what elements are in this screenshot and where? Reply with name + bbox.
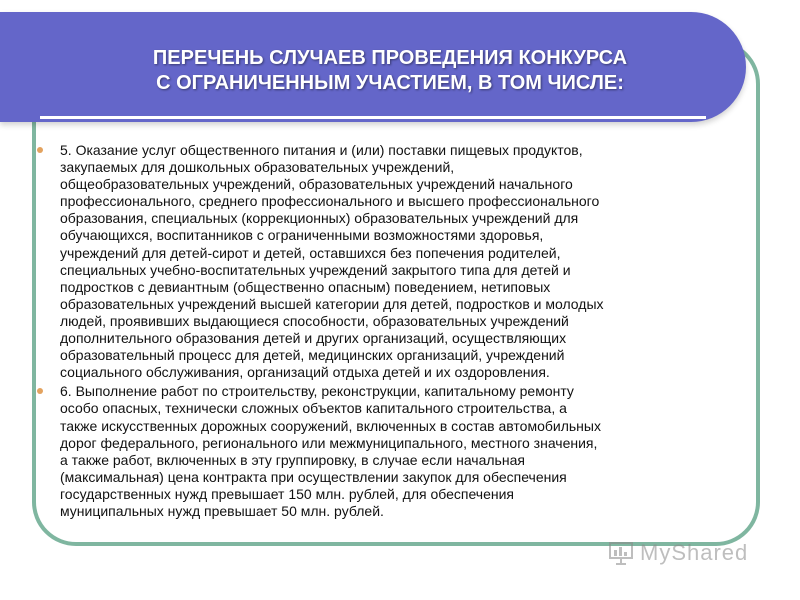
slide-title bbox=[60, 46, 720, 96]
bullet-icon bbox=[37, 147, 43, 153]
list-item bbox=[46, 142, 758, 381]
title-line-1: ПЕРЕЧЕНЬ СЛУЧАЕВ ПРОВЕДЕНИЯ КОНКУРСА bbox=[152, 47, 628, 69]
watermark bbox=[608, 536, 748, 570]
bullet-list bbox=[46, 142, 758, 522]
title-underline bbox=[40, 116, 706, 119]
title-line-2: С ОГРАНИЧЕННЫМ УЧАСТИЕМ, В ТОМ ЧИСЛЕ: bbox=[156, 72, 624, 94]
watermark-text: MyShared bbox=[640, 540, 749, 565]
list-item-text: 6. Выполнение работ по строительству, реконструкции, капитальному ремонту особо опасных, технически сложных объектов капитального строительства, а также искусственных дорожных сооружений, включенных в состав автомобильных дорог федерального, регионального или межмуниципального, местного значения, а также работ, включенных в эту группировку, в случае если начальная (максимальная) цена контракта при осуществлении закупок для обеспечения государственных нужд превышает 150 млн. рублей, для обеспечения муниципальных нужд превышает 50 млн. рублей. bbox=[60, 383, 601, 519]
list-item bbox=[46, 383, 758, 520]
list-item-text: 5. Оказание услуг общественного питания и (или) поставки пищевых продуктов, закупаемых для дошкольных образовательных учреждений, общеобразовательных учреждений, образовательных учреждений начального профессионального, среднего профессионального и высшего профессионального образования, специальных (коррекционных) образовательных учреждений для обучающихся, воспитанников с ограниченными возможностями здоровья, учреждений для детей-сирот и детей, оставшихся без попечения родителей, специальных учебно-воспитательных учреждений закрытого типа для детей и подростков с девиантным (общественно опасным) поведением, нетиповых образовательных учреждений высшей категории для детей, подростков и молодых людей, проявивших выдающиеся способности, образовательных учреждений дополнительного образования детей и других организаций, осуществляющих образовательный процесс для детей, медицинских организаций, учреждений социального обслуживания, организаций отдыха детей и их оздоровления. bbox=[60, 142, 604, 381]
title-bar bbox=[0, 12, 746, 122]
presentation-board-icon bbox=[608, 540, 634, 566]
